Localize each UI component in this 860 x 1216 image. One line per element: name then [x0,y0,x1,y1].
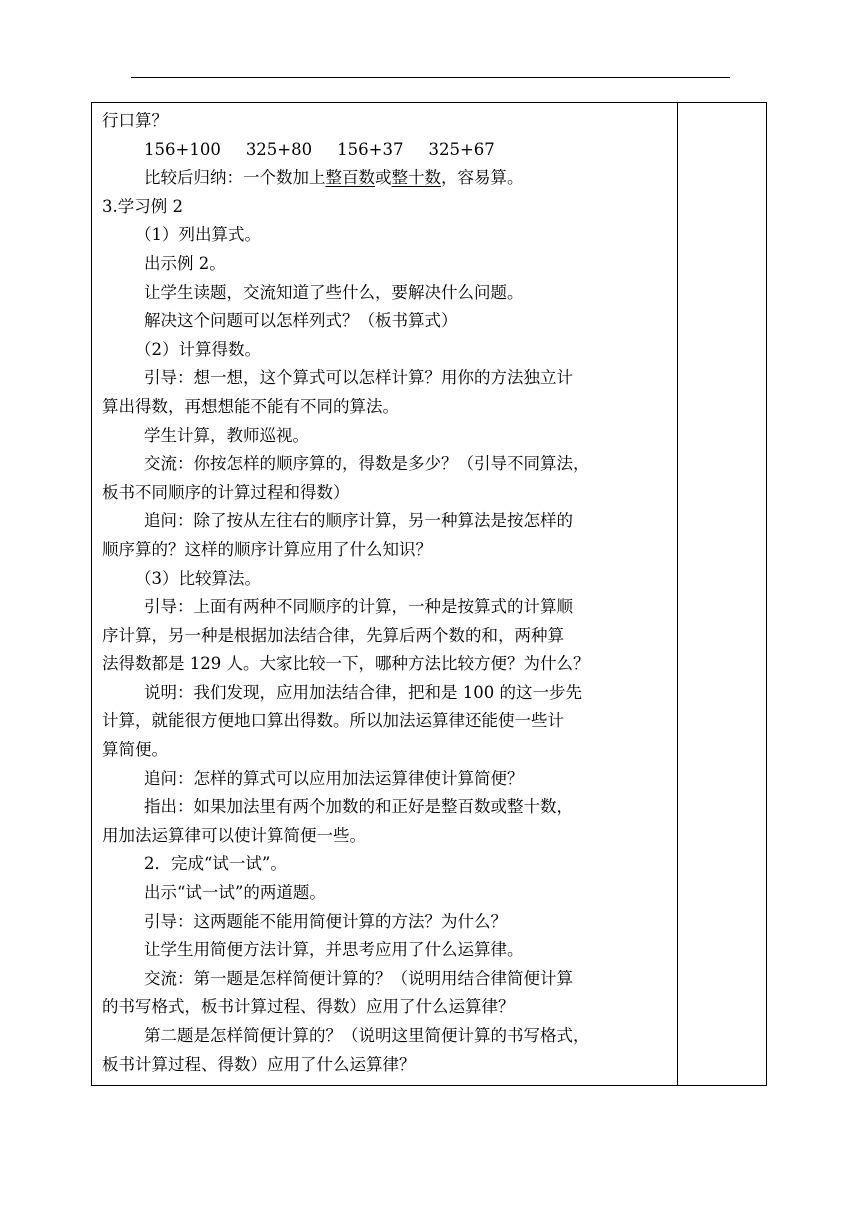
underlined-term: 整百数 [325,168,375,188]
text-line: 学生计算，教师巡视。 [144,425,309,445]
notes-cell [678,103,766,1085]
text-line: 用加法运算律可以使计算简便一些。 [102,825,366,845]
text-line: 让学生用简便方法计算，并思考应用了什么运算律。 [144,940,524,960]
section-heading: 3.学习例 2 [102,196,183,216]
calc-item: 325+80 [245,139,313,159]
text-line: 序计算，另一种是根据加法结合律，先算后两个数的和，两种算 [102,625,564,645]
text-line: 行口算？ [102,111,168,130]
text-line: 引导：上面有两种不同顺序的计算，一种是按算式的计算顺 [144,597,573,617]
calc-item: 325+67 [428,139,495,159]
calc-item: 156+100 [144,139,221,159]
text-line: 追问：怎样的算式可以应用加法运算律使计算简便？ [144,768,524,788]
text-line: 让学生读题，交流知道了些什么，要解决什么问题。 [144,282,524,302]
calc-item: 156+37 [337,139,404,159]
text-line: 引导：想一想，这个算式可以怎样计算？用你的方法独立计 [144,368,573,388]
sub-heading: （3）比较算法。 [135,568,261,588]
text-line: 出示“试一试”的两道题。 [144,883,326,903]
text-line: 计算，就能很方便地口算出得数。所以加法运算律还能使一些计 [102,711,564,731]
text-line: 解决这个问题可以怎样列式？（板书算式） [144,311,458,331]
sub-heading: （1）列出算式。 [135,225,261,245]
lesson-content [102,107,672,1079]
text-line: 出示例 2。 [144,253,226,273]
text-line: 板书不同顺序的计算过程和得数） [102,482,350,502]
text-line: 追问：除了按从左往右的顺序计算，另一种算法是按怎样的 [144,511,573,531]
text-line: 的书写格式，板书计算过程、得数）应用了什么运算律？ [102,997,515,1017]
summary-line: 比较后归纳：一个数加上整百数或整十数，容易算。 [144,168,524,188]
text-line: 引导：这两题能不能用简便计算的方法？为什么？ [144,911,507,931]
text-line: 法得数都是 129 人。大家比较一下，哪种方法比较方便？为什么？ [102,654,590,674]
text-line: 板书计算过程、得数）应用了什么运算律？ [102,1054,416,1074]
sub-heading: （2）计算得数。 [135,339,261,359]
header-rule [131,77,730,78]
text-line: 交流：第一题是怎样简便计算的？（说明用结合律简便计算 [144,968,573,988]
underlined-term: 整十数 [391,168,441,188]
text-line: 指出：如果加法里有两个加数的和正好是整百数或整十数， [144,797,573,817]
text-line: 第二题是怎样简便计算的？（说明这里简便计算的书写格式， [144,1026,590,1045]
text-line: 说明：我们发现，应用加法结合律，把和是 100 的这一步先 [144,682,582,702]
lesson-table [91,102,767,1086]
text-line: 顺序算的？这样的顺序计算应用了什么知识？ [102,539,432,559]
mental-calc-row [102,136,672,165]
section-heading: 2．完成“试一试”。 [144,854,287,874]
text-line: 算出得数，再想想能不能有不同的算法。 [102,396,399,416]
text-line: 算简便。 [102,740,168,760]
text-line: 交流：你按怎样的顺序算的，得数是多少？（引导不同算法， [144,454,590,474]
